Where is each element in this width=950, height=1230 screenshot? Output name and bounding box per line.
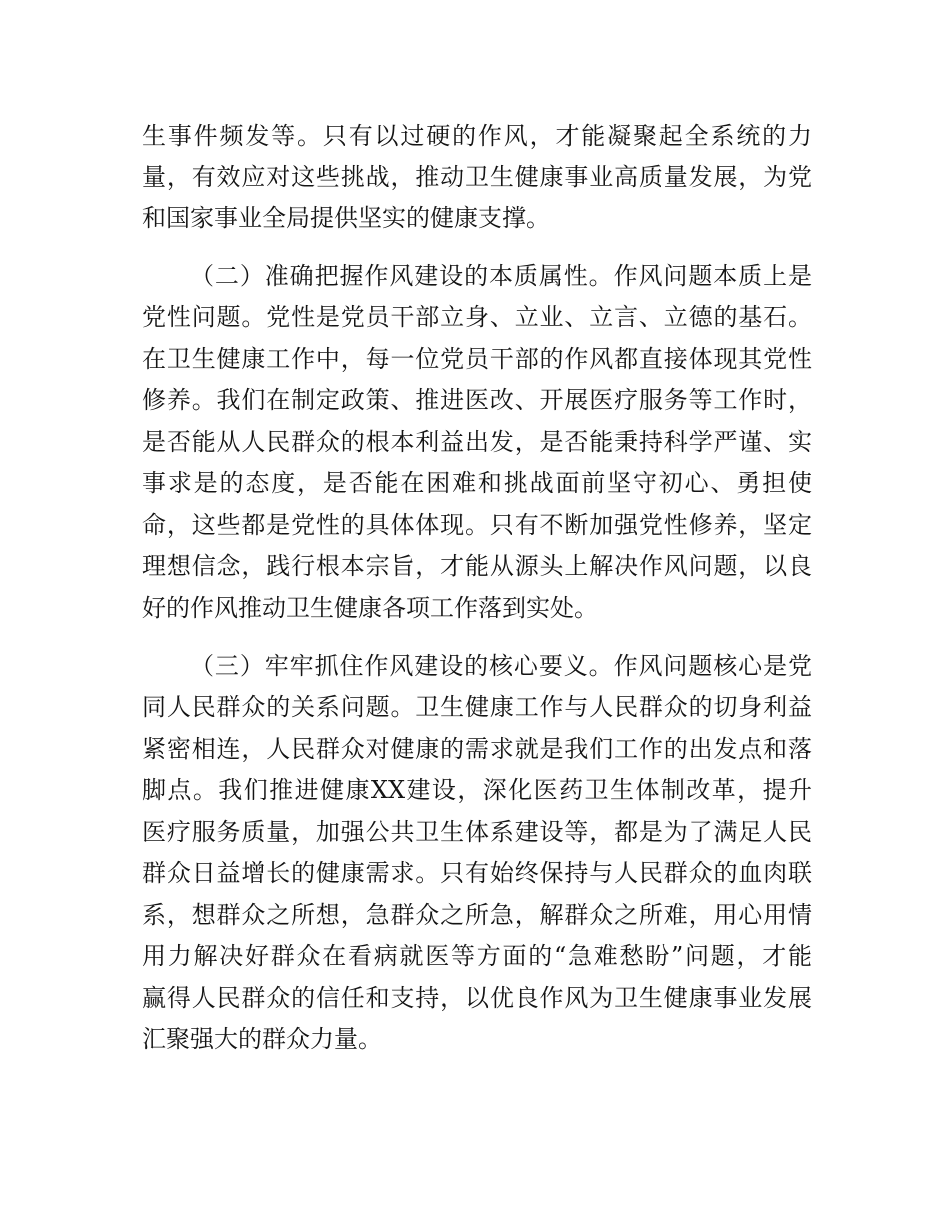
text-line: 党性问题。党性是党员干部立身、立业、立言、立德的基石。 — [142, 303, 812, 331]
text-line: 同人民群众的关系问题。卫生健康工作与人民群众的切身利益 — [142, 693, 812, 721]
text-line: 生事件频发等。只有以过硬的作风，才能凝聚起全系统的力 — [142, 122, 812, 150]
text-line: 赢得人民群众的信任和支持，以优良作风为卫生健康事业发展 — [142, 984, 812, 1012]
text-line: 脚点。我们推进健康XX建设，深化医药卫生体制改革，提升 — [142, 776, 812, 804]
text-line: 好的作风推动卫生健康各项工作落到实处。 — [142, 594, 598, 622]
paragraph-first-line: （二）准确把握作风建设的本质属性。作风问题本质上是 — [190, 262, 812, 290]
text-line: 用力解决好群众在看病就医等方面的“急难愁盼”问题，才能 — [142, 942, 812, 970]
text-line: 和国家事业全局提供坚实的健康支撑。 — [142, 204, 550, 232]
text-line: 汇聚强大的群众力量。 — [142, 1025, 382, 1053]
text-line: 理想信念，践行根本宗旨，才能从源头上解决作风问题，以良 — [142, 552, 812, 580]
text-line: 事求是的态度，是否能在困难和挑战面前坚守初心、勇担使 — [142, 469, 812, 497]
text-line: 在卫生健康工作中，每一位党员干部的作风都直接体现其党性 — [142, 345, 812, 373]
paragraph-first-line: （三）牢牢抓住作风建设的核心要义。作风问题核心是党 — [190, 652, 812, 680]
text-line: 医疗服务质量，加强公共卫生体系建设等，都是为了满足人民 — [142, 818, 812, 846]
text-line: 量，有效应对这些挑战，推动卫生健康事业高质量发展，为党 — [142, 163, 812, 191]
text-line: 系，想群众之所想，急群众之所急，解群众之所难，用心用情 — [142, 901, 812, 929]
text-line: 群众日益增长的健康需求。只有始终保持与人民群众的血肉联 — [142, 859, 812, 887]
text-line: 紧密相连，人民群众对健康的需求就是我们工作的出发点和落 — [142, 735, 812, 763]
text-line: 是否能从人民群众的根本利益出发，是否能秉持科学严谨、实 — [142, 428, 812, 456]
text-line: 修养。我们在制定政策、推进医改、开展医疗服务等工作时， — [142, 386, 812, 414]
text-line: 命，这些都是党性的具体体现。只有不断加强党性修养，坚定 — [142, 511, 812, 539]
